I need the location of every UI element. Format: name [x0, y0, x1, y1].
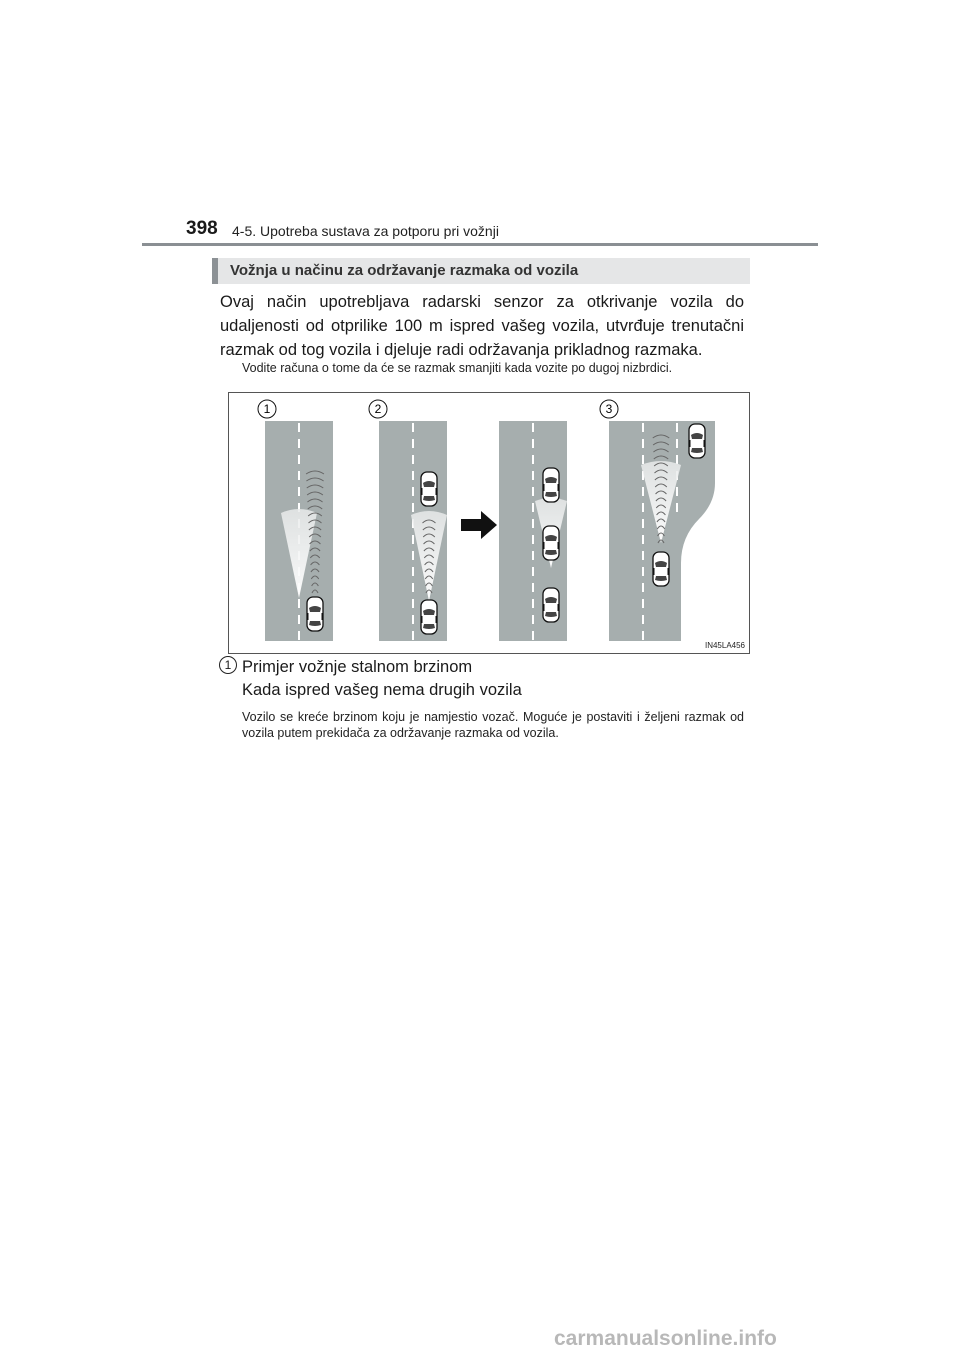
intro-paragraph: Ovaj način upotrebljava radarski senzor za otkrivanje vozila do udaljenosti od otprilike 100 m ispred vašeg vozila, utvrđuje trenutačni razmak od tog vozila i djeluje radi održavanja prikladnog razmaka. [220, 293, 744, 359]
figure-code: IN45LA456 [704, 641, 745, 650]
item-number: 1 [219, 656, 237, 674]
item-description: Vozilo se kreće brzinom koju je namjestio vozač. Moguće je postaviti i željeni razmak od vozila putem prekidača za održavanje razmaka od vozila. [242, 710, 744, 740]
section-heading [212, 258, 750, 284]
header-rule [142, 243, 818, 246]
own-vehicle-1 [307, 597, 323, 631]
transition-arrow [461, 511, 497, 539]
chapter-title: 4-5. Upotreba sustava za potporu pri vožnji [232, 223, 499, 239]
section-title: Vožnja u načinu za održavanje razmaka od vozila [230, 262, 579, 279]
own-vehicle-2b [543, 526, 559, 560]
illustration [228, 392, 750, 654]
preceding-vehicle-2 [421, 472, 437, 506]
preceding-vehicle-2b [543, 468, 559, 502]
note-text: Vodite računa o tome da će se razmak smanjiti kada vozite po dugoj nizbrdici. [242, 361, 673, 375]
following-vehicle-2b [543, 588, 559, 622]
item-subtitle: Kada ispred vašeg nema drugih vozila [242, 681, 522, 699]
item-title: Primjer vožnje stalnom brzinom [242, 658, 473, 676]
page-number: 398 [186, 218, 218, 239]
scene-label-1: 1 [263, 402, 271, 416]
own-vehicle-3 [653, 552, 669, 586]
watermark: carmanualsonline.info [554, 1327, 777, 1350]
illustration-drawing [229, 393, 749, 653]
own-vehicle-2 [421, 600, 437, 634]
scene-label-2: 2 [374, 402, 382, 416]
vehicle-ahead-3 [689, 424, 705, 458]
scene-label-3: 3 [605, 402, 613, 416]
